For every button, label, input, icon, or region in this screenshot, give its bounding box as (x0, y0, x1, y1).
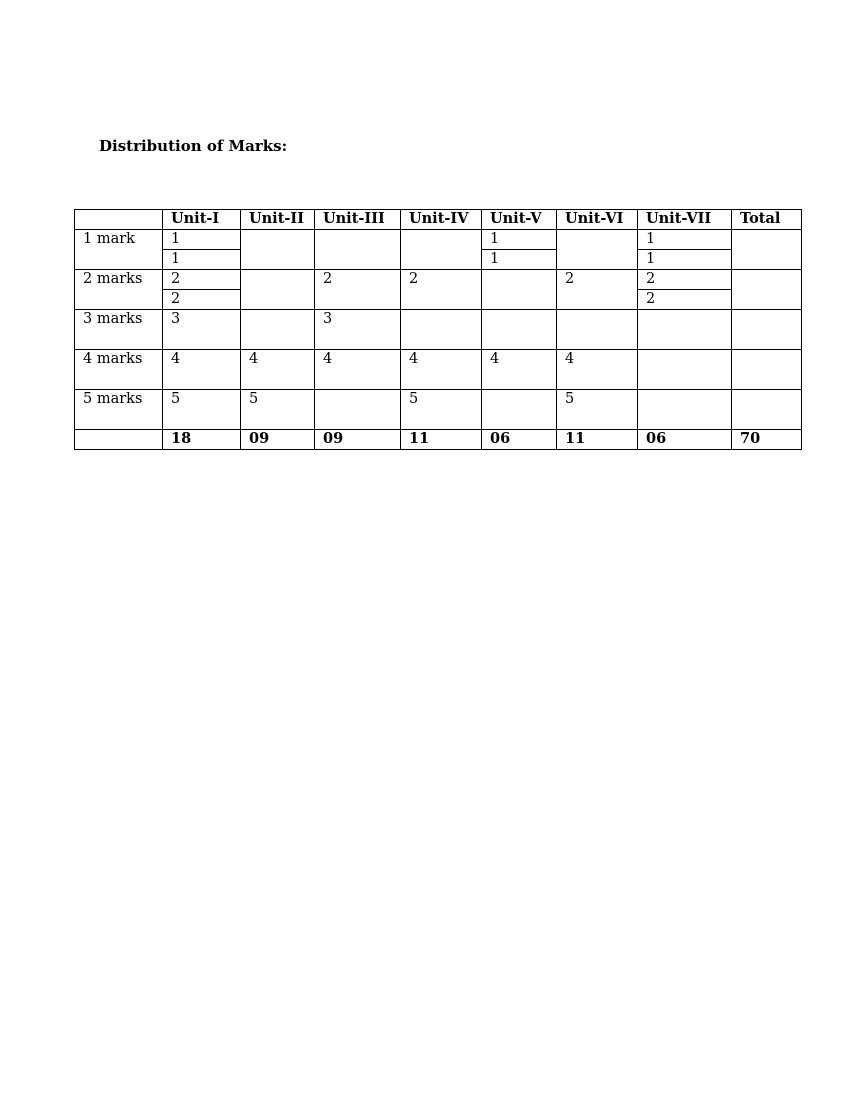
total-cell: 09 (241, 430, 315, 450)
table-cell (732, 310, 802, 350)
totals-label-cell (75, 430, 163, 450)
table-row (75, 310, 802, 350)
table-cell: 5 (163, 390, 241, 430)
table-cell (241, 270, 315, 310)
table-cell: 3 (315, 310, 401, 350)
marks-distribution-table (74, 209, 802, 450)
total-cell: 11 (557, 430, 638, 450)
row-label: 5 marks (75, 390, 163, 430)
table-cell (482, 390, 557, 430)
table-cell: 5 (557, 390, 638, 430)
table-cell (732, 390, 802, 430)
table-header-row (75, 210, 802, 230)
table-cell (482, 310, 557, 350)
table-cell: 1 (638, 250, 732, 270)
header-cell: Unit-V (482, 210, 557, 230)
table-cell (401, 230, 482, 270)
header-cell: Unit-IV (401, 210, 482, 230)
table-cell (638, 310, 732, 350)
table-cell: 2 (315, 270, 401, 310)
table-cell: 2 (163, 290, 241, 310)
table-cell: 4 (401, 350, 482, 390)
table-row (75, 270, 802, 290)
header-cell-corner (75, 210, 163, 230)
table-row (75, 390, 802, 430)
table-cell: 5 (241, 390, 315, 430)
header-cell: Unit-III (315, 210, 401, 230)
table-cell (241, 230, 315, 270)
table-cell: 4 (241, 350, 315, 390)
total-cell: 11 (401, 430, 482, 450)
table-cell: 2 (638, 290, 732, 310)
table-cell: 1 (163, 250, 241, 270)
table-cell (315, 390, 401, 430)
table-cell: 2 (163, 270, 241, 290)
table-cell: 1 (482, 250, 557, 270)
header-cell: Unit-I (163, 210, 241, 230)
row-label: 2 marks (75, 270, 163, 310)
table-cell: 3 (163, 310, 241, 350)
table-cell (732, 270, 802, 310)
table-row (75, 350, 802, 390)
table-cell (482, 270, 557, 310)
table-cell (732, 230, 802, 270)
table-cell: 4 (482, 350, 557, 390)
header-cell: Unit-VI (557, 210, 638, 230)
table-cell (557, 230, 638, 270)
totals-row (75, 430, 802, 450)
grand-total-cell: 70 (732, 430, 802, 450)
total-cell: 06 (638, 430, 732, 450)
table-cell (241, 310, 315, 350)
table-cell: 2 (638, 270, 732, 290)
table-cell: 4 (315, 350, 401, 390)
table-cell: 2 (557, 270, 638, 310)
table-cell (557, 310, 638, 350)
table-cell (638, 350, 732, 390)
header-cell: Total (732, 210, 802, 230)
page-title: Distribution of Marks: (99, 137, 288, 155)
row-label: 4 marks (75, 350, 163, 390)
total-cell: 06 (482, 430, 557, 450)
total-cell: 18 (163, 430, 241, 450)
table-cell: 1 (638, 230, 732, 250)
table-cell: 1 (482, 230, 557, 250)
total-cell: 09 (315, 430, 401, 450)
header-cell: Unit-II (241, 210, 315, 230)
header-cell: Unit-VII (638, 210, 732, 230)
table-cell (638, 390, 732, 430)
table-cell (401, 310, 482, 350)
table-cell: 4 (557, 350, 638, 390)
row-label: 3 marks (75, 310, 163, 350)
table-cell: 4 (163, 350, 241, 390)
table-cell (315, 230, 401, 270)
table-row (75, 230, 802, 250)
row-label: 1 mark (75, 230, 163, 270)
table-cell: 2 (401, 270, 482, 310)
table-cell (732, 350, 802, 390)
table-cell: 1 (163, 230, 241, 250)
table-cell: 5 (401, 390, 482, 430)
